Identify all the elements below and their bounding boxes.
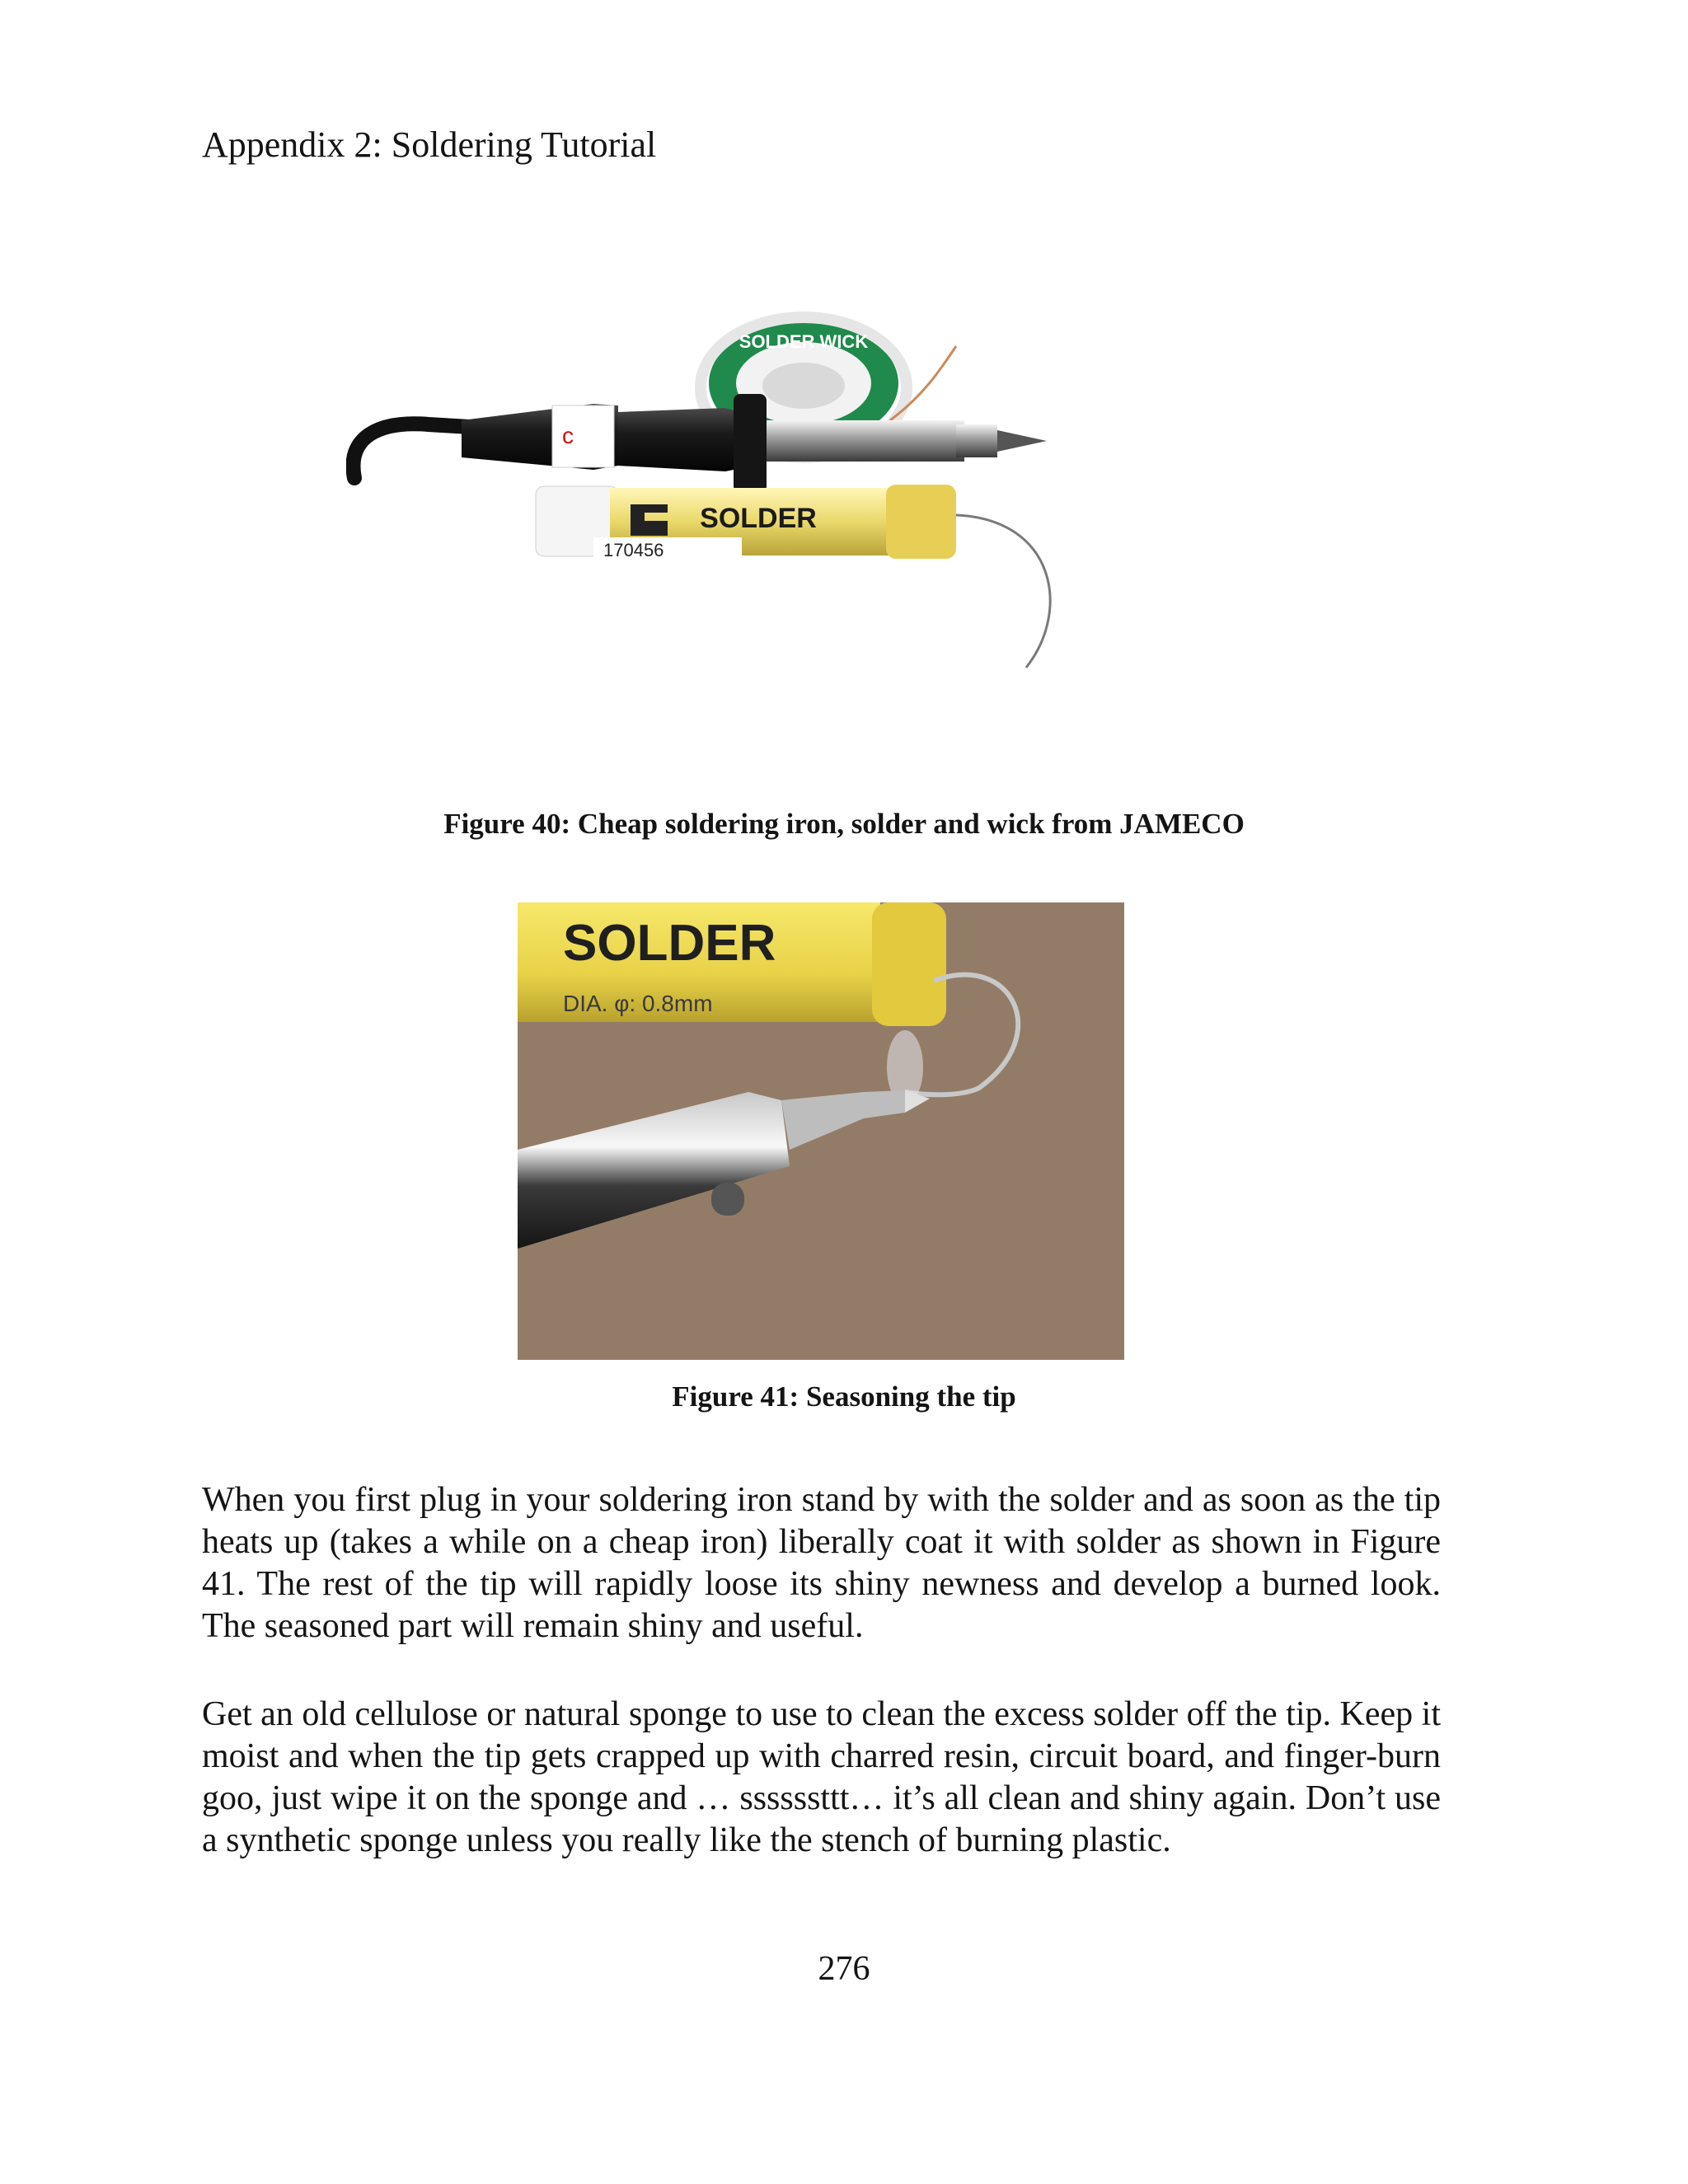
figure-41-caption: Figure 41: Seasoning the tip — [672, 1380, 1016, 1413]
diameter-label: DIA. φ: 0.8mm — [563, 991, 713, 1016]
figure-41-photo — [518, 902, 1124, 1360]
wick-label: SOLDER WICK — [738, 331, 869, 352]
tube-label: SOLDER — [700, 503, 817, 534]
page-number: 276 — [818, 1950, 870, 1988]
svg-text:c: c — [562, 423, 574, 448]
part-number: 170456 — [603, 540, 664, 560]
body-paragraph: Get an old cellulose or natural sponge to use to clean the excess solder off the tip. Keep it moist and when the tip gets crapped up with charred resin, circuit board, and finger-burn goo, just wipe it on the sponge and … ssssssttt… it’s all clean and shiny again. Don’t use a synthetic sponge unless you really like the stench of burning plastic. — [202, 1695, 1441, 1859]
figure-40-photo — [346, 297, 1269, 775]
tube-label: SOLDER — [563, 915, 776, 972]
solder-tube — [536, 485, 956, 560]
page-header: Appendix 2: Soldering Tutorial — [202, 124, 657, 165]
body-paragraph: When you first plug in your soldering iron stand by with the solder and as soon as the tip heats up (takes a while on a cheap iron) liberally coat it with solder as shown in Figure 41. The rest of the tip will rapidly loose its shiny newness and develop a burned look. The seasoned part will remain shiny and useful. — [202, 1481, 1441, 1645]
power-cable — [353, 424, 470, 478]
soldering-iron — [462, 394, 1047, 493]
figure-40-caption: Figure 40: Cheap soldering iron, solder and wick from JAMECO — [443, 808, 1245, 840]
